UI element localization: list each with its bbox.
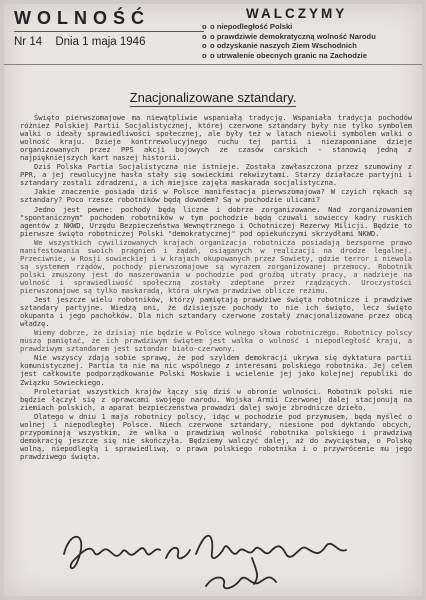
- bullet-icon: o: [202, 50, 207, 60]
- slogan-item: [202, 51, 420, 61]
- bullet-icon: o: [202, 41, 207, 50]
- article-paragraph: Dlatego w dniu 1 maja robotnicy polscy, idąc w pochodzie pod przymusem, będą myśleć o wolnej i niepodległej Polsce. Niech czerwone sztandary, niesione pod dyktando obcych, przypominają wszystkim, że walka o prawdziwą wolność robotnika polskiego i prawdziwą demokrację jeszcze się nie skończyła. Będziemy walczyć dalej, aż do zwycięstwa, o Polskę wolną, niepodległą i sprawiedliwą, o prawa polskiego robotnika i o przywrócenie mu jego prawdziwego święta.: [20, 411, 412, 461]
- article-paragraph: Jest jeszcze wielu robotników, którzy pamiętają prawdziwe święta robotnicze i prawdziwe sztandary partyjne. Wiedzą oni, że dzisiejsze pochody to nie ich święto, lecz święto okupanta i jego pachołków. Dla nich sztandary czerwone zostały znacjonalizowane przez obcą władzę.: [20, 295, 412, 329]
- slogan-text: o niepodległość Polski: [210, 22, 293, 31]
- issue-number: Nr 14: [14, 36, 43, 48]
- article-paragraph: Jakie znaczenie posiada dziś w Polsce manifestacja pierwszomajowa? W czyich rękach są sztandary? Poco rzesze robotników będą dowodem? Są w pochodzie ulicami?: [20, 187, 412, 205]
- article-paragraph: Proletariat wszystkich krajów łączy się dziś w obronie wolności. Robotnik polski nie będzie łączył się z oprawcami swojego narodu. Wojska Armii Czerwonej dalej stacjonują na ziemiach polskich, a aparat bezpieczeństwa prowadzi dalej swoje zbrodnicze dzieło.: [20, 386, 412, 412]
- slogans-list: [202, 22, 420, 60]
- slogans-box: [202, 6, 420, 60]
- article-paragraph: Święto pierwszomajowe ma niewątpliwie wspaniałą tradycję. Wspaniała tradycja pochodów różniez Polskiej Partii Socjalistycznej, której czerwone sztandary były nie tylko symbolem walki o ideały sprawiedliwości społecznej, ale były też w latach niewoli symbolem walki o wolność kraju. Dzieje kontrrewolucyjnego ruchu tej partii i niezapomniane dzieje organizowanych przez PPS akcji bojowych ze czasów carskich - stanowią jedną z najpiękniejszych kart naszej historii.: [20, 113, 412, 163]
- slogan-text: o odzyskanie naszych Ziem Wschodnich: [210, 41, 357, 50]
- slogan-text: o prawdziwie demokratyczną wolność Narodu: [210, 31, 376, 41]
- slogan-item: [202, 32, 420, 42]
- issue-date: Dnia 1 maja 1946: [55, 36, 146, 48]
- newspaper-title: WOLNOŚĆ: [14, 8, 204, 32]
- article-paragraph: Jedno jest pewne: pochody będą liczne i dobrze zorganizowane. Nad zorganizowaniem "spontanicznym" pochodem robotników w tym pochodzie będą czuwali sowieccy kadry ruskich agentów z NKWD, Urzędu Bezpieczeństwa Wewnętrznego i Ochotniczej Rezerwy Milicji. Będzie to pierwsze święto robotniczej Polski "demokratycznej" pod opiekuńczymi skrzydłami NKWD.: [20, 204, 412, 238]
- signature-image: [56, 524, 356, 596]
- slogan-text: o utrwalenie obecnych granic na Zachodzie: [210, 50, 367, 60]
- headline-text: Znacjonalizowane sztandary.: [129, 90, 297, 105]
- article-headline: [4, 90, 422, 105]
- article-paragraph: Wiemy dobrze, że dzisiaj nie będzie w Polsce wolnego słowa robotniczego. Robotnicy polscy muszą pamiętać, że ich prawdziwym świętem jest walka o wolność i niepodległość kraju, a prawdziwym sztandarem jest sztandar biało-czerwony.: [20, 328, 412, 354]
- masthead-divider: [4, 64, 422, 65]
- issue-line: [14, 36, 204, 48]
- bullet-icon: o: [202, 22, 207, 31]
- masthead: [14, 8, 204, 48]
- article-paragraph: Dziś Polska Partia Socjalistyczna nie istnieje. Została zawłaszczona przez szumowiny z PPR, a jej rewolucyjne hasła stały się sowieckimi rekwizytami. Starzy działacze partyjni i sztandary zostali zdradzeni, a ich miejsce zajęła maskarada socjalistyczna.: [20, 162, 412, 188]
- slogans-title: WALCZYMY: [246, 6, 348, 21]
- slogan-item: [202, 22, 420, 32]
- article-paragraph: We wszystkich cywilizowanych krajach organizacja robotnicza posiadają bezsporne prawo manifestowania swoich pragnień i żądań, osiąganych w realizacji na drodze legalnej. Przeciwnie, w Rosji sowieckiej i w krajach okupowanych przez Sowiety, gdzie terror i niewola są systemem rządów, pochody pierwszomajowe są wyrazem zorganizowanej przemocy. Robotnik polski zmuszony jest do maszerowania w pochodzie pod groźbą utraty pracy, a nadzieje na wolność i sprawiedliwość społeczną zostały zdeptane przez rządzących. Uroczystości pierwszomajowe są tylko maskaradą, która ukrywa prawdziwe oblicze reżimu.: [20, 237, 412, 295]
- article-body: [20, 114, 412, 462]
- document-page: [4, 4, 422, 596]
- slogan-item: [202, 41, 420, 51]
- handwritten-signature: [56, 524, 356, 596]
- bullet-icon: o: [202, 31, 207, 41]
- article-paragraph: Nie wszyscy zdają sobie sprawę, że pod szyldem demokracji ukrywa się dyktatura partii komunistycznej. Partia ta nie ma nic wspólnego z interesami polskiego robotnika. Jej celem jest całkowite podporządkowanie Polski Moskwie i wcielenie jej jako kolejnej republiki do Związku Sowieckiego.: [20, 353, 412, 387]
